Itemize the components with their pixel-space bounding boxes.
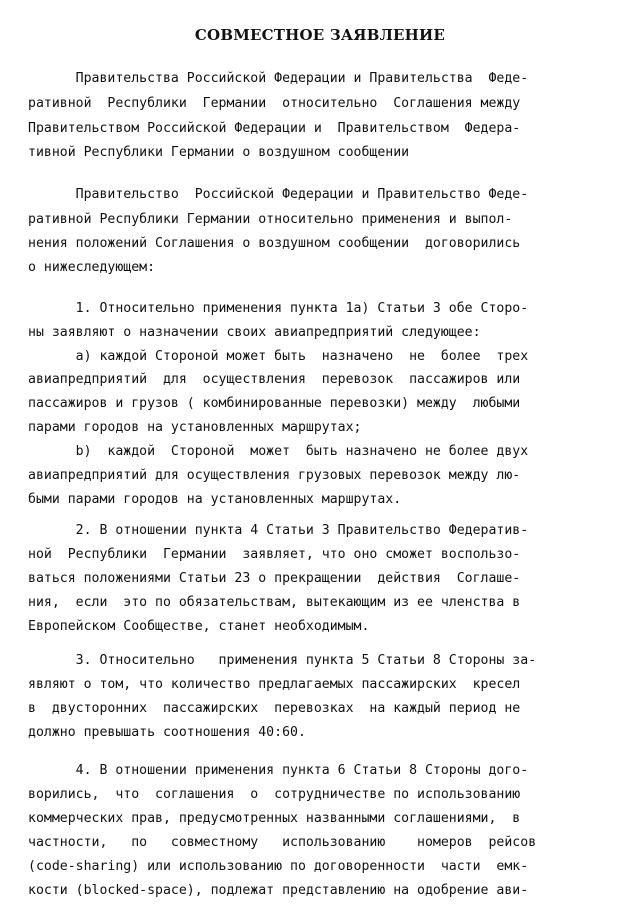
text-line: 1. Относительно применения пункта 1а) Статьи 3 обе Сторо- [28, 301, 529, 316]
text-line: Правительство Российской Федерации и Правительство Феде- [28, 187, 529, 202]
text-line: ративной Республики Германии относительно Соглашения между [28, 96, 521, 111]
document-title: СОВМЕСТНОЕ ЗАЯВЛЕНИЕ [194, 26, 446, 44]
text-line: авиапредприятий для осуществления грузовых перевозок между лю- [28, 468, 521, 483]
text-line: 4. В отношении применения пункта 6 Статьи 8 Стороны дого- [28, 763, 529, 778]
text-line: (code-sharing) или использованию по договоренности части емк- [28, 859, 529, 874]
text-line: ния, если это по обязательствам, вытекающим из ее членства в [28, 595, 521, 610]
text-line: ративной Республики Германии относительно применения и выпол- [28, 212, 513, 227]
text-line: коммерческих прав, предусмотренных названными соглашениями, в [28, 811, 521, 826]
text-line: ной Республики Германии заявляет, что оно сможет воспользо- [28, 547, 521, 562]
text-line: пассажиров и грузов ( комбинированные перевозки) между любыми [28, 396, 521, 411]
text-line: а) каждой Стороной может быть назначено не более трех [28, 349, 529, 364]
text-line: парами городов на установленных маршрутах; [28, 420, 362, 435]
text-line: являют о том, что количество предлагаемых пассажирских кресел [28, 677, 521, 692]
text-line: ваться положениями Статьи 23 о прекращении действия Соглаше- [28, 571, 521, 586]
text-line: ны заявляют о назначении своих авиапредприятий следующее: [28, 325, 481, 340]
text-line: b) каждой Стороной может быть назначено не более двух [28, 444, 529, 459]
text-line: тивной Республики Германии о воздушном сообщении [28, 145, 410, 160]
text-line: 2. В отношении пункта 4 Статьи 3 Правительство Федератив- [28, 523, 529, 538]
text-line: должно превышать соотношения 40:60. [28, 725, 306, 740]
text-line: Европейском Сообществе, станет необходимым. [28, 619, 370, 634]
text-line: кости (blocked-space), подлежат представлению на одобрение ави- [28, 883, 529, 898]
text-line: Правительством Российской Федерации и Правительством Федера- [28, 121, 521, 136]
text-line: авиапредприятий для осуществления перевозок пассажиров или [28, 372, 521, 387]
text-line: быми парами городов на установленных маршрутах. [28, 492, 402, 507]
text-line: частности, по совместному использованию номеров рейсов [28, 835, 537, 850]
text-line: о нижеследующем: [28, 260, 156, 275]
text-line: 3. Относительно применения пункта 5 Статьи 8 Стороны за- [28, 653, 537, 668]
text-line: нения положений Соглашения о воздушном сообщении договорились [28, 236, 521, 251]
text-line: в двусторонних пассажирских перевозках на каждый период не [28, 701, 521, 716]
text-line: ворились, что соглашения о сотрудничестве по использованию [28, 787, 521, 802]
text-line: Правительства Российской Федерации и Правительства Феде- [28, 71, 529, 86]
